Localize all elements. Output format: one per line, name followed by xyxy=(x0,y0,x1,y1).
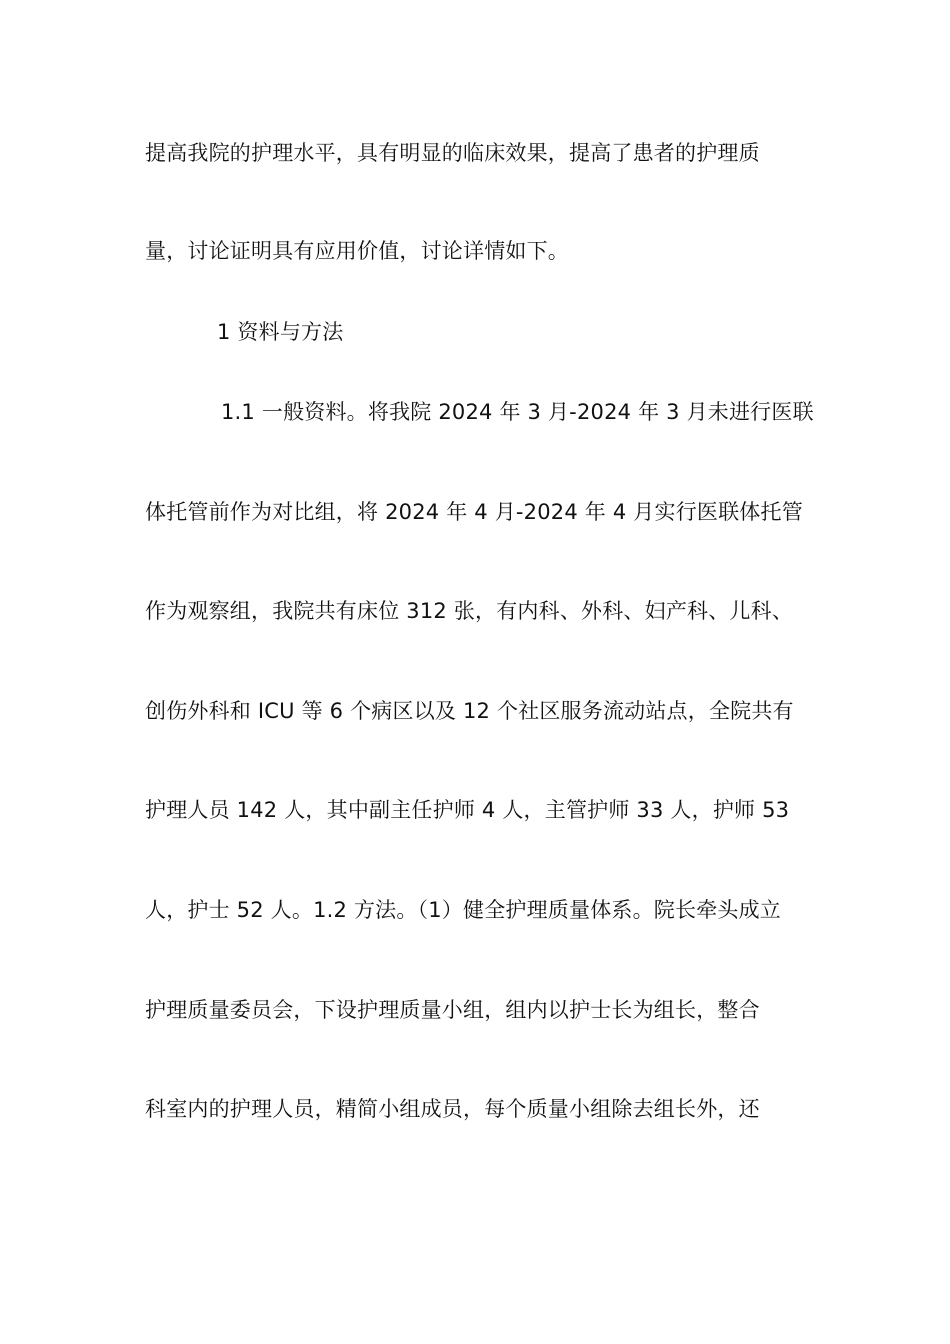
paragraph-line: 作为观察组，我院共有床位 312 张，有内科、外科、妇产科、儿科、 xyxy=(145,599,794,623)
paragraph-line: 体托管前作为对比组，将 2024 年 4 月-2024 年 4 月实行医联体托管 xyxy=(145,500,803,524)
paragraph-line: 护理质量委员会，下设护理质量小组，组内以护士长为组长，整合 xyxy=(145,998,760,1022)
paragraph-line: 1.1 一般资料。将我院 2024 年 3 月-2024 年 3 月未进行医联 xyxy=(221,400,814,424)
paragraph-line: 护理人员 142 人，其中副主任护师 4 人，主管护师 33 人，护师 53 xyxy=(145,798,790,822)
paragraph-line: 创伤外科和 ICU 等 6 个病区以及 12 个社区服务流动站点，全院共有 xyxy=(145,699,794,723)
section-heading: 1 资料与方法 xyxy=(217,320,344,344)
paragraph-line: 提高我院的护理水平，具有明显的临床效果，提高了患者的护理质 xyxy=(145,141,760,165)
paragraph-line: 人，护士 52 人。1.2 方法。（1）健全护理质量体系。院长牵头成立 xyxy=(145,898,782,922)
paragraph-line: 科室内的护理人员，精简小组成员，每个质量小组除去组长外，还 xyxy=(145,1097,760,1121)
paragraph-line: 量，讨论证明具有应用价值，讨论详情如下。 xyxy=(145,239,569,263)
